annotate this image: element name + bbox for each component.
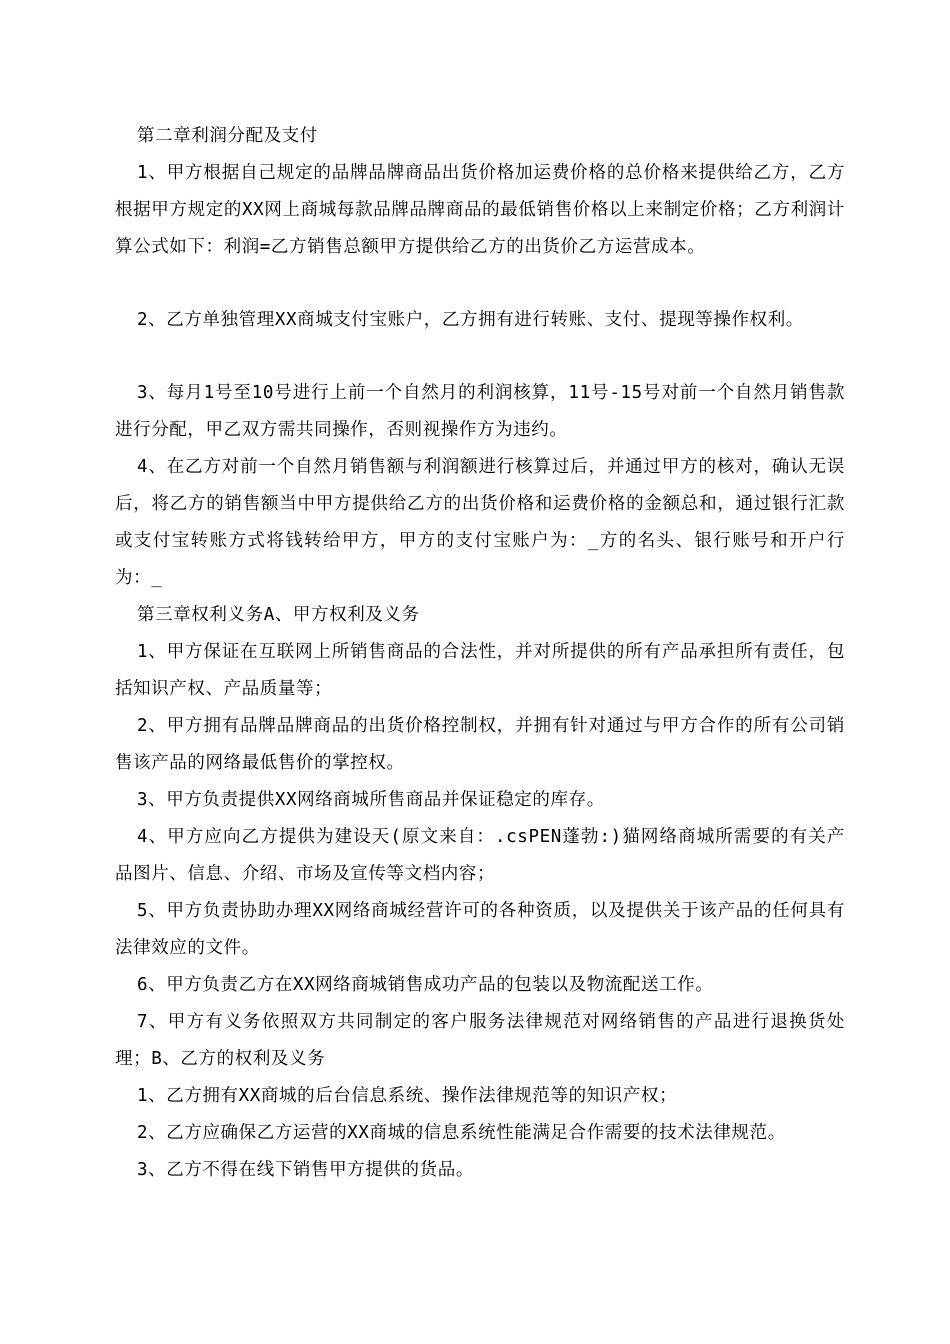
- party-a-item-4: 4、甲方应向乙方提供为建设天(原文来自：.csPEN蓬勃:)猫网络商城所需要的有关产品图片、信息、介绍、市场及宣传等文档内容；: [115, 827, 845, 884]
- chapter-2-title: 第二章利润分配及支付: [137, 126, 318, 146]
- party-a-item-2: 2、甲方拥有品牌品牌商品的出货价格控制权，并拥有针对通过与甲方合作的所有公司销售该产品的网络最低售价的掌控权。: [115, 716, 845, 773]
- chapter-3-title: 第三章权利义务A、甲方权利及义务: [137, 605, 420, 625]
- party-a-item-7: 7、甲方有义务依照双方共同制定的客户服务法律规范对网络销售的产品进行退换货处理；B、乙方的权利及义务: [115, 1012, 845, 1069]
- party-a-item-1: 1、甲方保证在互联网上所销售商品的合法性，并对所提供的所有产品承担所有责任，包括知识产权、产品质量等；: [115, 642, 845, 699]
- party-a-item-5: 5、甲方负责协助办理XX网络商城经营许可的各种资质，以及提供关于该产品的任何具有法律效应的文件。: [115, 901, 845, 958]
- party-a-item-6: 6、甲方负责乙方在XX网络商城销售成功产品的包装以及物流配送工作。: [137, 975, 714, 995]
- party-b-item-3: 3、乙方不得在线下销售甲方提供的货品。: [137, 1160, 474, 1180]
- party-a-item-3: 3、甲方负责提供XX网络商城所售商品并保证稳定的库存。: [137, 790, 605, 810]
- chapter-2-item-1: 1、甲方根据自己规定的品牌品牌商品出货价格加运费价格的总价格来提供给乙方，乙方根据甲方规定的XX网上商城每款品牌品牌商品的最低销售价格以上来制定价格；乙方利润计算公式如下：利润=乙方销售总额甲方提供给乙方的出货价乙方运营成本。: [115, 163, 845, 257]
- chapter-2-item-4: 4、在乙方对前一个自然月销售额与利润额进行核算过后，并通过甲方的核对，确认无误后，将乙方的销售额当中甲方提供给乙方的出货价格和运费价格的金额总和，通过银行汇款或支付宝转账方式将钱转给甲方，甲方的支付宝账户为：_方的名头、银行账号和开户行为：_: [115, 457, 845, 588]
- party-b-item-1: 1、乙方拥有XX商城的后台信息系统、操作法律规范等的知识产权；: [137, 1086, 678, 1106]
- party-b-item-2: 2、乙方应确保乙方运营的XX商城的信息系统性能满足合作需要的技术法律规范。: [137, 1123, 786, 1143]
- chapter-2-item-2: 2、乙方单独管理XX商城支付宝账户，乙方拥有进行转账、支付、提现等操作权利。: [137, 310, 804, 330]
- document-body: [115, 118, 845, 1189]
- chapter-2-item-3: 3、每月1号至10号进行上前一个自然月的利润核算，11号-15号对前一个自然月销售款进行分配，甲乙双方需共同操作，否则视操作方为违约。: [115, 383, 845, 440]
